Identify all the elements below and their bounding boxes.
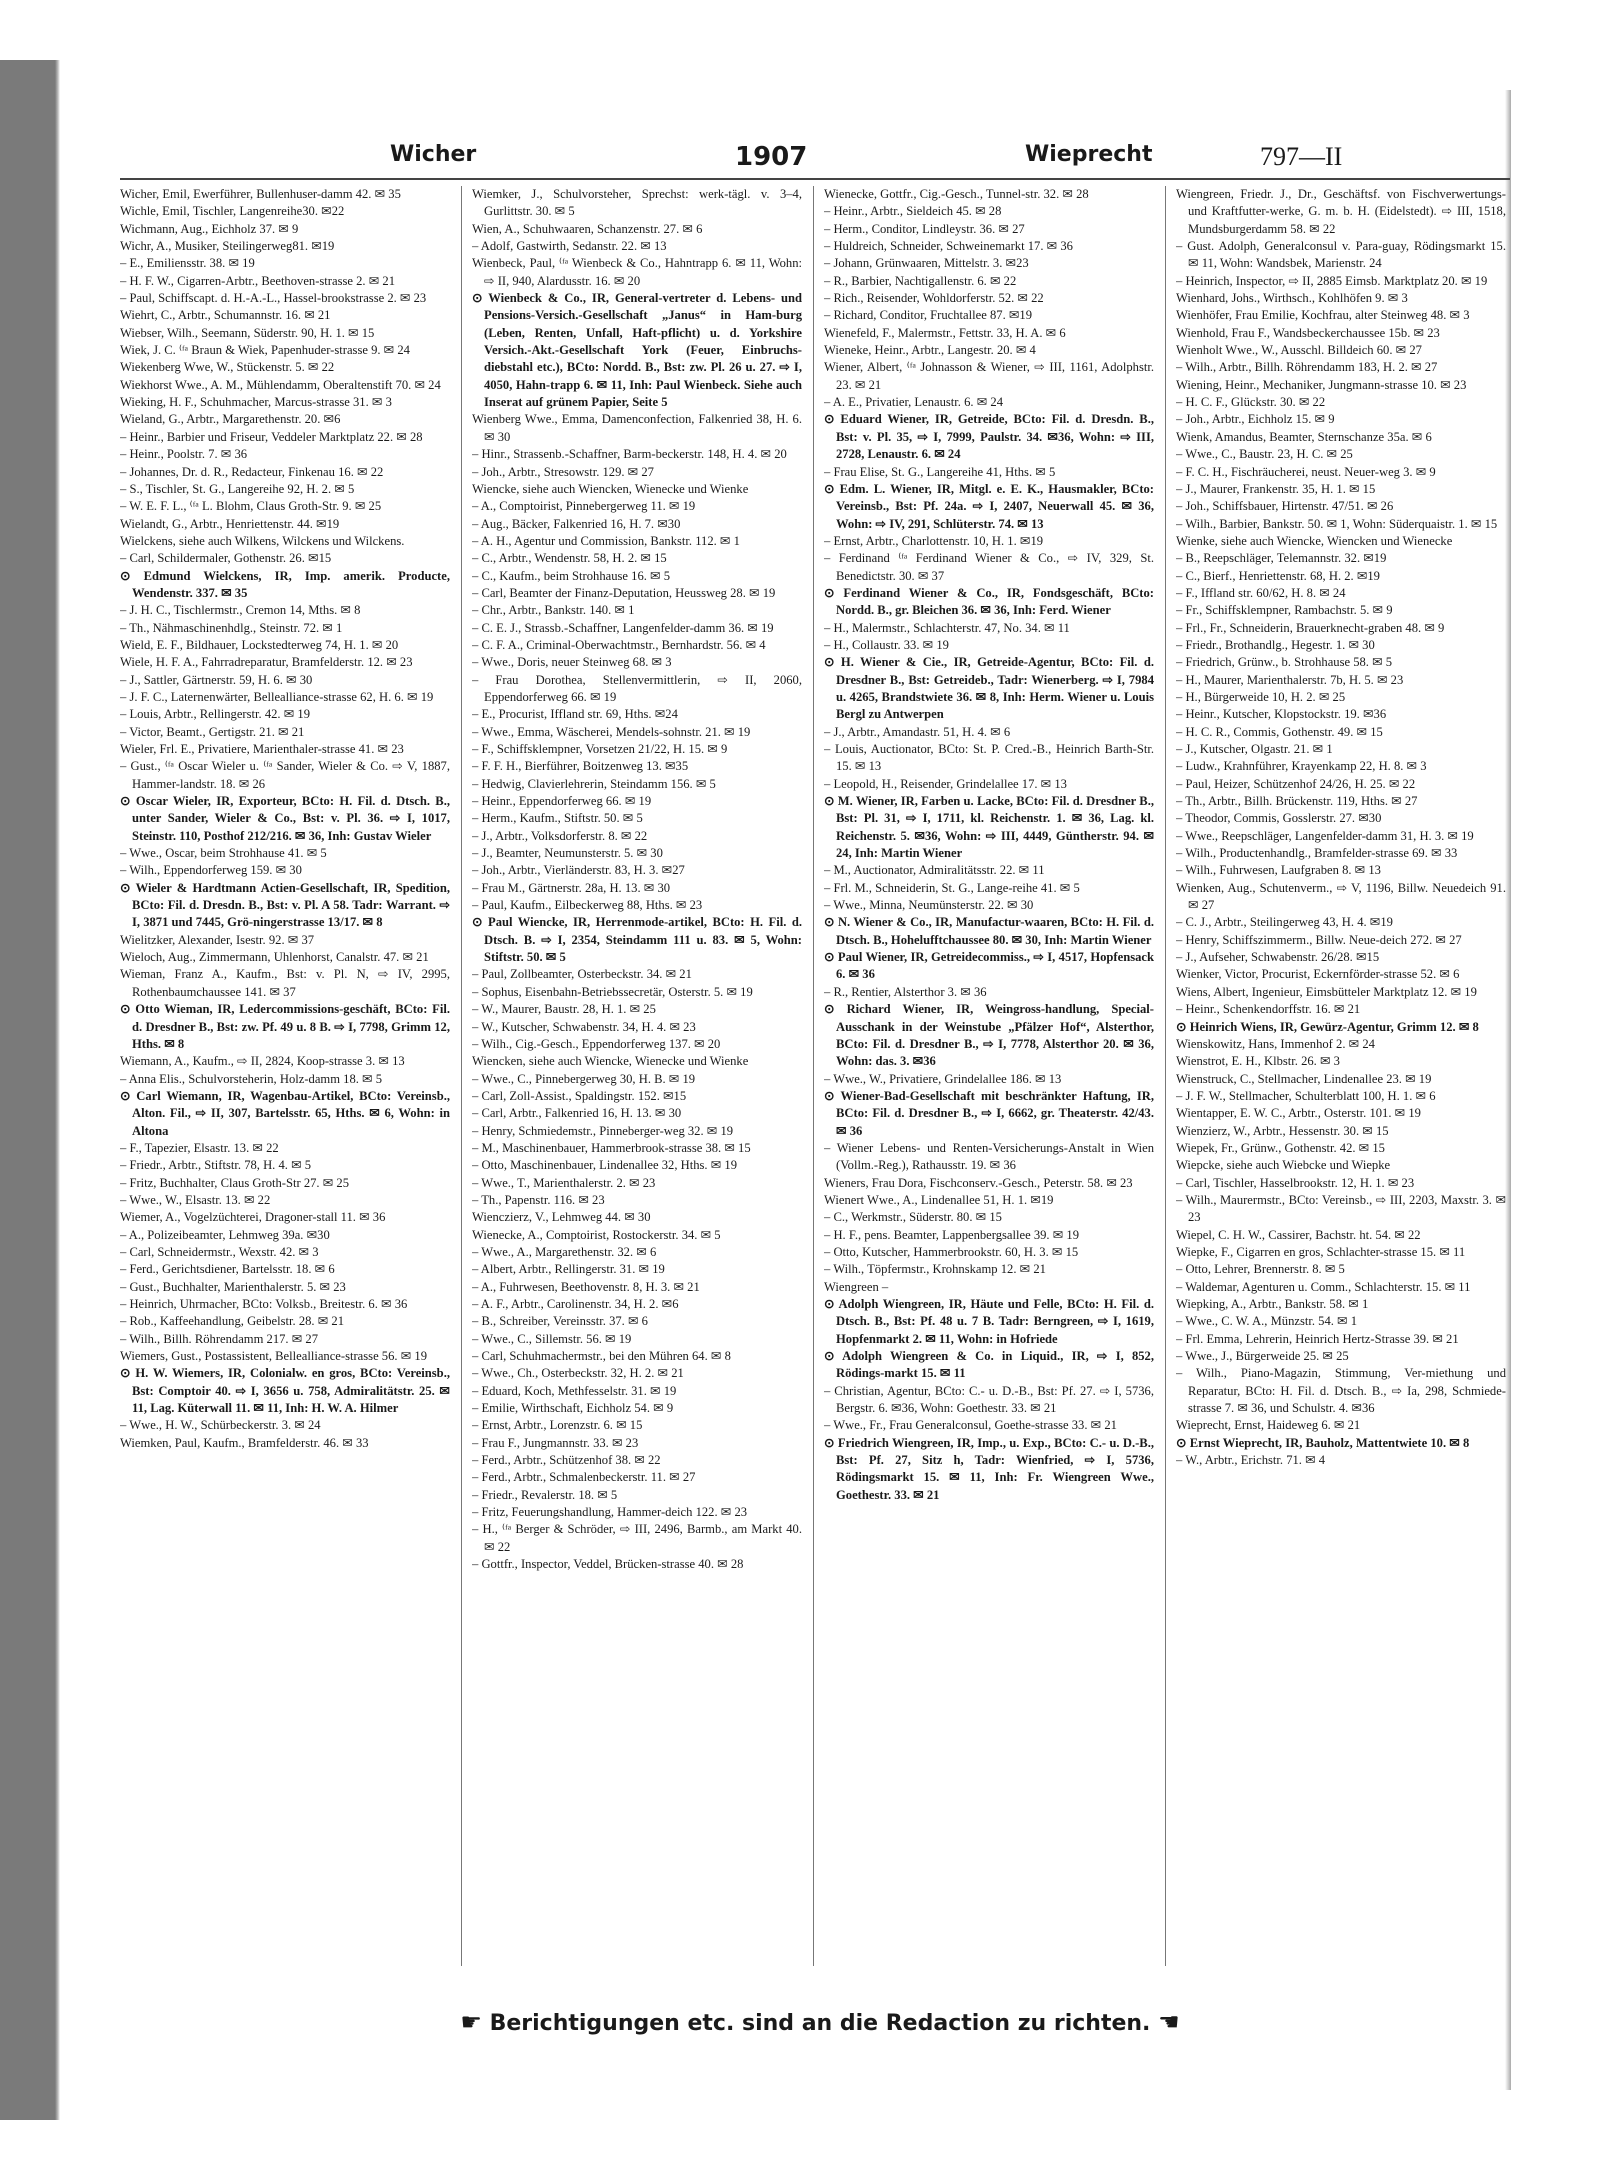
- directory-entry: – Theodor, Commis, Gosslerstr. 27. ✉30: [1176, 811, 1382, 826]
- directory-entry: – H. C. R., Commis, Gothenstr. 49. ✉ 15: [1176, 724, 1383, 739]
- directory-entry: – Huldreich, Schneider, Schweinemarkt 17. ✉ 36: [824, 239, 1073, 254]
- directory-entry: – S., Tischler, St. G., Langereihe 92, H. 2. ✉ 5: [120, 481, 355, 496]
- directory-entry: – Johann, Grünwaaren, Mittelstr. 3. ✉23: [824, 256, 1029, 271]
- directory-entry: ⊙ Richard Wiener, IR, Weingross-handlung, Special-Ausschank in der Weinstube „Pfälzer Hof“, Alsterthor, BCto: Fil. d. Dresdner B., ⇨ I, 7778, Alsterthor 20. ✉ 36, Wohn: das. 3. ✉36: [824, 1002, 1154, 1069]
- directory-entry: – Wilh., Barbier, Bankstr. 50. ✉ 1, Wohn: Süderquaistr. 1. ✉ 15: [1176, 516, 1498, 531]
- directory-entry: – Heinr., Kutscher, Klopstockstr. 19. ✉36: [1176, 707, 1387, 722]
- directory-entry: – Emilie, Wirthschaft, Eichholz 54. ✉ 9: [472, 1401, 674, 1416]
- directory-entry: – Carl, Schildermaler, Gothenstr. 26. ✉15: [120, 551, 332, 566]
- directory-entry: ⊙ Adolph Wiengreen, IR, Häute und Felle, BCto: H. Fil. d. Dtsch. B., Bst: Pf. 48 u. 7 B. Tadr: Berngreen, ⇨ I, 1619, Hopfenmarkt 2. ✉ 11, Wohn: in Hofriede: [824, 1297, 1154, 1346]
- directory-entry: – Heinrich, Uhrmacher, BCto: Volksb., Breitestr. 6. ✉ 36: [120, 1297, 408, 1311]
- directory-entry: Wiengreen, Friedr. J., Dr., Geschäftsf. von Fischverwertungs- und Kraftfutter-werke, G. m. b. H. (Eidelstedt). ⇨ III, 1518, Mundsburgerdamm 58. ✉ 22: [1176, 187, 1506, 236]
- header-year: 1907: [735, 142, 808, 172]
- directory-entry: – Albert, Arbtr., Rellingerstr. 31. ✉ 19: [472, 1262, 665, 1277]
- directory-entry: Wichle, Emil, Tischler, Langenreihe30. ✉22: [120, 204, 345, 219]
- directory-entry: ⊙ H. W. Wiemers, IR, Colonialw. en gros, BCto: Vereinsb., Bst: Comptoir 40. ⇨ I, 3656 u. 758, Admiralitätstr. 25. ✉ 11, Lag. Küterwall 11. ✉ 11, Inh: H. W. A. Hilmer: [120, 1366, 450, 1416]
- directory-entry: – Joh., Arbtr., Eichholz 15. ✉ 9: [1176, 412, 1335, 427]
- directory-entry: – Rob., Kaffeehandlung, Geibelstr. 28. ✉ 21: [120, 1314, 345, 1329]
- directory-entry: – Ferd., Arbtr., Schützenhof 38. ✉ 22: [472, 1453, 661, 1468]
- column-4: [1176, 186, 1506, 1996]
- directory-entry: – Friedr., Revalerstr. 18. ✉ 5: [472, 1487, 618, 1502]
- directory-entry: ⊙ Paul Wiencke, IR, Herrenmode-artikel, BCto: H. Fil. d. Dtsch. B. ⇨ I, 2354, Steindamm 111 u. 83. ✉ 5, Wohn: Stiftstr. 50. ✉ 5: [472, 915, 802, 965]
- directory-entry: ⊙ Paul Wiener, IR, Getreidecommiss., ⇨ I, 4517, Hopfensack 6. ✉ 36: [824, 950, 1154, 982]
- directory-entry: – Heinrich, Inspector, ⇨ II, 2885 Eimsb. Marktplatz 20. ✉ 19: [1176, 273, 1488, 288]
- directory-entry: Wienskowitz, Hans, Immenhof 2. ✉ 24: [1176, 1036, 1375, 1051]
- directory-entry: Wieking, H. F., Schuhmacher, Marcus-strasse 31. ✉ 3: [120, 395, 392, 410]
- directory-entry: – W., Maurer, Baustr. 28, H. 1. ✉ 25: [472, 1002, 656, 1017]
- directory-entry: – H., Bürgerweide 10, H. 2. ✉ 25: [1176, 689, 1346, 704]
- directory-entry: – Heinr., Poolstr. 7. ✉ 36: [120, 447, 248, 462]
- directory-entry: – Wwe., Reepschläger, Langenfelder-damm 31, H. 3. ✉ 19: [1176, 828, 1474, 843]
- directory-entry: Wiemer, A., Vogelzüchterei, Dragoner-stall 11. ✉ 36: [120, 1210, 386, 1225]
- directory-entry: – Louis, Auctionator, BCto: St. P. Cred.-B., Heinrich Barth-Str. 15. ✉ 13: [824, 742, 1154, 774]
- directory-entry: – Fritz, Buchhalter, Claus Groth-Str 27. ✉ 25: [120, 1175, 350, 1190]
- directory-entry: Wieprecht, Ernst, Haideweg 6. ✉ 21: [1176, 1418, 1361, 1433]
- directory-entry: Wienzierz, W., Arbtr., Hessenstr. 30. ✉ 15: [1176, 1123, 1389, 1138]
- directory-entry: Wienefeld, F., Malermstr., Fettstr. 33, H. A. ✉ 6: [824, 325, 1066, 340]
- directory-entry: – F., Schiffsklempner, Vorsetzen 21/22, H. 15. ✉ 9: [472, 742, 728, 756]
- directory-entry: – Wwe., Ch., Osterbeckstr. 32, H. 2. ✉ 21: [472, 1366, 684, 1381]
- header-rule: [120, 178, 1510, 180]
- directory-entry: – Aug., Bäcker, Falkenried 16, H. 7. ✉30: [472, 516, 681, 531]
- directory-entry: – Wilh., Productenhandlg., Bramfelder-strasse 69. ✉ 33: [1176, 846, 1458, 861]
- directory-entry: Wieland, G., Arbtr., Margarethenstr. 20. ✉6: [120, 412, 341, 427]
- directory-entry: Wiemers, Gust., Postassistent, Bellealliance-strasse 56. ✉ 19: [120, 1349, 427, 1364]
- directory-entry: Wienstrot, E. H., Klbstr. 26. ✉ 3: [1176, 1054, 1340, 1069]
- directory-entry: – Herm., Kaufm., Stiftstr. 50. ✉ 5: [472, 811, 643, 826]
- directory-entry: Wienhard, Johs., Wirthsch., Kohlhöfen 9. ✉ 3: [1176, 291, 1408, 306]
- directory-entry: Wichmann, Aug., Eichholz 37. ✉ 9: [120, 221, 299, 236]
- directory-entry: – Paul, Heizer, Schützenhof 24/26, H. 25. ✉ 22: [1176, 776, 1416, 791]
- directory-entry: Wiencke, siehe auch Wiencken, Wienecke und Wienke: [472, 481, 749, 496]
- directory-entry: – Waldemar, Agenturen u. Comm., Schlachterstr. 15. ✉ 11: [1176, 1279, 1471, 1294]
- directory-entry: – Wwe., C. W. A., Münzstr. 54. ✉ 1: [1176, 1314, 1358, 1329]
- directory-entry: Wienstruck, C., Stellmacher, Lindenallee 23. ✉ 19: [1176, 1071, 1432, 1086]
- directory-entry: ⊙ N. Wiener & Co., IR, Manufactur-waaren, BCto: H. Fil. d. Dtsch. B., Hohelufftchaussee 80. ✉ 30, Inh: Martin Wiener: [824, 915, 1154, 947]
- directory-entry: Wielitzker, Alexander, Isestr. 92. ✉ 37: [120, 932, 315, 947]
- directory-entry: – Friedr., Brothandlg., Hegestr. 1. ✉ 30: [1176, 637, 1375, 652]
- directory-entry: – Hedwig, Clavierlehrerin, Steindamm 156. ✉ 5: [472, 776, 716, 791]
- directory-entry: – Th., Arbtr., Billh. Brückenstr. 119, Hths. ✉ 27: [1176, 794, 1418, 809]
- directory-entry: Wiekenberg Wwe, W., Stückenstr. 5. ✉ 22: [120, 360, 335, 375]
- directory-entry: – C. F. A., Criminal-Oberwachtmstr., Bernhardstr. 56. ✉ 4: [472, 637, 766, 652]
- directory-entry: Wiepking, A., Arbtr., Bankstr. 58. ✉ 1: [1176, 1297, 1369, 1311]
- directory-entry: – Wwe., W., Elsastr. 13. ✉ 22: [120, 1192, 271, 1207]
- directory-entry: ⊙ Ernst Wieprecht, IR, Bauholz, Mattentwiete 10. ✉ 8: [1176, 1435, 1470, 1450]
- column-1: [120, 186, 450, 1996]
- directory-entry: – Otto, Maschinenbauer, Lindenallee 32, Hths. ✉ 19: [472, 1158, 738, 1173]
- directory-entry: Wienhöfer, Frau Emilie, Kochfrau, alter Steinweg 48. ✉ 3: [1176, 308, 1470, 323]
- directory-entry: – Richard, Conditor, Fruchtallee 87. ✉19: [824, 308, 1033, 323]
- directory-entry: – F. F. H., Bierführer, Boitzenweg 13. ✉35: [472, 759, 689, 774]
- directory-entry: Wientapper, E. W. C., Arbtr., Osterstr. 101. ✉ 19: [1176, 1106, 1421, 1121]
- directory-entry: – C. J., Arbtr., Steilingerweg 43, H. 4. ✉19: [1176, 915, 1393, 930]
- directory-entry: – Ferd., Arbtr., Schmalenbeckerstr. 11. ✉ 27: [472, 1470, 696, 1485]
- directory-entry: Wiepke, F., Cigarren en gros, Schlachter-strasse 15. ✉ 11: [1176, 1244, 1466, 1259]
- directory-entry: ⊙ Edmund Wielckens, IR, Imp. amerik. Producte, Wendenstr. 337. ✉ 35: [120, 568, 450, 600]
- directory-entry: – Frau M., Gärtnerstr. 28a, H. 13. ✉ 30: [472, 880, 671, 895]
- directory-entry: – Ernst, Arbtr., Charlottenstr. 10, H. 1. ✉19: [824, 533, 1044, 548]
- header-last-word: Wieprecht: [1025, 142, 1153, 167]
- directory-entry: – Paul, Kaufm., Eilbeckerweg 88, Hths. ✉ 23: [472, 898, 703, 913]
- pointing-hand-right-icon: ☚: [1158, 2008, 1180, 2036]
- directory-entry: Wienker, Victor, Procurist, Eckernförder-strasse 52. ✉ 6: [1176, 967, 1460, 982]
- directory-entry: Wieloch, Aug., Zimmermann, Uhlenhorst, Canalstr. 47. ✉ 21: [120, 950, 429, 965]
- directory-entry: – Frau Dorothea, Stellenvermittlerin, ⇨ II, 2060, Eppendorferweg 66. ✉ 19: [472, 672, 802, 704]
- directory-entry: Wienhold, Frau F., Wandsbeckerchaussee 15b. ✉ 23: [1176, 325, 1440, 340]
- directory-entry: – Joh., Schiffsbauer, Hirtenstr. 47/51. ✉ 26: [1176, 499, 1394, 514]
- directory-entry: Wienecke, Gottfr., Cig.-Gesch., Tunnel-str. 32. ✉ 28: [824, 187, 1089, 201]
- directory-entry: – Carl, Arbtr., Falkenried 16, H. 13. ✉ 30: [472, 1106, 682, 1121]
- directory-entry: – H. F. W., Cigarren-Arbtr., Beethoven-strasse 2. ✉ 21: [120, 273, 396, 288]
- pointing-hand-left-icon: ☛: [460, 2008, 482, 2036]
- directory-entry: – Otto, Lehrer, Brennerstr. 8. ✉ 5: [1176, 1262, 1345, 1277]
- directory-entry: Wienecke, A., Comptoirist, Rostockerstr. 34. ✉ 5: [472, 1227, 721, 1242]
- directory-entry: Wiencken, siehe auch Wiencke, Wienecke und Wienke: [472, 1054, 749, 1069]
- directory-entry: Wieman, Franz A., Kaufm., Bst: v. Pl. N, ⇨ IV, 2995, Rothenbaumchaussee 141. ✉ 37: [120, 967, 450, 999]
- directory-entry: – B., Schreiber, Vereinsstr. 37. ✉ 6: [472, 1314, 648, 1329]
- directory-entry: – Heinr., Barbier und Friseur, Veddeler Marktplatz 22. ✉ 28: [120, 429, 423, 444]
- directory-entry: – Frl. Emma, Lehrerin, Heinrich Hertz-Strasse 39. ✉ 21: [1176, 1331, 1459, 1346]
- directory-entry: – C., Arbtr., Wendenstr. 58, H. 2. ✉ 15: [472, 551, 667, 566]
- directory-entry: – J., Arbtr., Volksdorferstr. 8. ✉ 22: [472, 828, 648, 843]
- directory-entry: ⊙ Otto Wieman, IR, Ledercommissions-geschäft, BCto: Fil. d. Dresdner B., Bst: zw. Pf. 49 u. 8 B. ⇨ I, 7798, Grimm 12, Hths. ✉ 8: [120, 1002, 450, 1051]
- directory-entry: – J. F. W., Stellmacher, Schulterblatt 100, H. 1. ✉ 6: [1176, 1088, 1436, 1103]
- directory-entry: – J. F. C., Laternenwärter, Bellealliance-strasse 62, H. 6. ✉ 19: [120, 689, 434, 704]
- directory-entry: Wiele, H. F. A., Fahrradreparatur, Bramfelderstr. 12. ✉ 23: [120, 655, 413, 670]
- directory-entry: – Th., Papenstr. 116. ✉ 23: [472, 1192, 605, 1207]
- directory-entry: – Ferd., Gerichtsdiener, Bartelsstr. 18. ✉ 6: [120, 1262, 335, 1277]
- directory-entry: – Wwe., Doris, neuer Steinweg 68. ✉ 3: [472, 655, 672, 670]
- directory-entry: – Christian, Agentur, BCto: C.- u. D.-B., Bst: Pf. 27. ⇨ I, 5736, Bergstr. 6. ✉36, Wohn: Goethestr. 33. ✉ 21: [824, 1383, 1154, 1416]
- directory-entry: Wiebser, Wilh., Seemann, Süderstr. 90, H. 1. ✉ 15: [120, 325, 375, 340]
- directory-entry: – Anna Elis., Schulvorsteherin, Holz-damm 18. ✉ 5: [120, 1071, 383, 1086]
- directory-entry: ⊙ Friedrich Wiengreen, IR, Imp., u. Exp., BCto: C.- u. D.-B., Bst: Pf. 27, Sitz h, Tadr: Wienfried, ⇨ I, 5736, Rödingsmarkt 15. ✉ 11, Inh: Fr. Wiengreen Wwe., Goethestr. 33. ✉ 21: [824, 1435, 1154, 1502]
- directory-entry: – Ferdinand ⁽ᶠᵃ Ferdinand Wiener & Co., ⇨ IV, 329, St. Benedictstr. 30. ✉ 37: [824, 551, 1154, 583]
- directory-entry: – Wwe., Emma, Wäscherei, Mendels-sohnstr. 21. ✉ 19: [472, 724, 751, 739]
- directory-entry: Wicher, Emil, Ewerführer, Bullenhuser-damm 42. ✉ 35: [120, 187, 401, 201]
- directory-entry: – Henry, Schmiedemstr., Pinneberger-weg 32. ✉ 19: [472, 1123, 734, 1138]
- directory-entry: – J. H. C., Tischlermstr., Cremon 14, Mths. ✉ 8: [120, 603, 361, 618]
- footer-notice: [420, 2008, 1220, 2048]
- directory-entry: – Friedr., Arbtr., Stiftstr. 78, H. 4. ✉ 5: [120, 1158, 312, 1173]
- directory-entry: Wienert Wwe., A., Lindenallee 51, H. 1. ✉19: [824, 1192, 1054, 1207]
- directory-entry: – Carl, Zoll-Assist., Spaldingstr. 152. ✉15: [472, 1088, 687, 1103]
- directory-entry: – E., Procurist, Iffland str. 69, Hths. ✉24: [472, 707, 678, 722]
- directory-entry: – Wilh., Maurermstr., BCto: Vereinsb., ⇨ III, 2203, Maxstr. 3. ✉ 23: [1176, 1192, 1506, 1225]
- directory-entry: Wiepek, Fr., Grünw., Gothenstr. 42. ✉ 15: [1176, 1140, 1385, 1155]
- directory-entry: – Heinr., Arbtr., Sieldeich 45. ✉ 28: [824, 204, 1002, 219]
- directory-entry: – Fritz, Feuerungshandlung, Hammer-deich 122. ✉ 23: [472, 1505, 748, 1520]
- directory-entry: ⊙ Wiener-Bad-Gesellschaft mit beschränkter Haftung, IR, BCto: Fil. d. Dresdner B., ⇨ I, 6662, gr. Theaterstr. 42/43. ✉ 36: [824, 1088, 1154, 1138]
- directory-entry: – W. E. F. L., ⁽ᶠᵃ L. Blohm, Claus Groth-Str. 9. ✉ 25: [120, 499, 382, 514]
- directory-entry: Wienczierz, V., Lehmweg 44. ✉ 30: [472, 1210, 651, 1225]
- directory-entry: ⊙ Carl Wiemann, IR, Wagenbau-Artikel, BCto: Vereinsb., Alton. Fil., ⇨ II, 307, Bartelsstr. 65, Hths. ✉ 6, Wohn: in Altona: [120, 1088, 450, 1138]
- directory-entry: – Carl, Beamter der Finanz-Deputation, Heussweg 28. ✉ 19: [472, 585, 776, 600]
- directory-entry: – Frl. M., Schneiderin, St. G., Lange-reihe 41. ✉ 5: [824, 880, 1080, 895]
- directory-entry: Wielckens, siehe auch Wilkens, Wilckens und Wilckens.: [120, 533, 405, 548]
- directory-entry: – Joh., Arbtr., Vierländerstr. 83, H. 3. ✉27: [472, 863, 685, 878]
- directory-entry: – Henry, Schiffszimmerm., Billw. Neue-deich 272. ✉ 27: [1176, 932, 1462, 947]
- directory-entry: – Gust., Buchhalter, Marienthalerstr. 5. ✉ 23: [120, 1279, 346, 1294]
- directory-columns: [120, 186, 1510, 1996]
- directory-entry: Wiemann, A., Kaufm., ⇨ II, 2824, Koop-strasse 3. ✉ 13: [120, 1054, 405, 1069]
- directory-entry: – J., Kutscher, Olgastr. 21. ✉ 1: [1176, 742, 1333, 756]
- directory-entry: – J., Beamter, Neumunsterstr. 5. ✉ 30: [472, 846, 663, 861]
- page-header: [120, 130, 1510, 180]
- binding-edge: [0, 60, 60, 2120]
- directory-entry: ⊙ M. Wiener, IR, Farben u. Lacke, BCto: Fil. d. Dresdner B., Bst: Pl. 31, ⇨ I, 1711, kl. Reichenstr. 1. ✉ 36, Lag. kl. Reichenstr. 5. ✉36, Wohn: ⇨ III, 4449, Güntherstr. 94. ✉ 24, Inh: Martin Wiener: [824, 794, 1154, 861]
- directory-entry: – Eduard, Koch, Methfesselstr. 31. ✉ 19: [472, 1383, 677, 1398]
- directory-entry: ⊙ Ferdinand Wiener & Co., IR, Fondsgeschäft, BCto: Nordd. B., gr. Bleichen 36. ✉ 36, Inh: Ferd. Wiener: [824, 585, 1154, 618]
- directory-entry: Wielandt, G., Arbtr., Henriettenstr. 44. ✉19: [120, 516, 340, 531]
- directory-entry: – A., Comptoirist, Pinnebergerweg 11. ✉ 19: [472, 499, 696, 514]
- directory-entry: – Paul, Schiffscapt. d. H.-A.-L., Hassel-brookstrasse 2. ✉ 23: [120, 291, 427, 306]
- directory-entry: – Heinr., Eppendorferweg 66. ✉ 19: [472, 794, 652, 809]
- directory-entry: – Wwe., T., Marienthalerstr. 2. ✉ 23: [472, 1175, 656, 1190]
- page-number: 797—II: [1260, 142, 1343, 171]
- directory-entry: – Wwe., W., Privatiere, Grindelallee 186. ✉ 13: [824, 1071, 1062, 1086]
- directory-entry: – H. F., pens. Beamter, Lappenbergsallee 39. ✉ 19: [824, 1227, 1080, 1242]
- directory-entry: – Sophus, Eisenbahn-Betriebssecretär, Osterstr. 5. ✉ 19: [472, 984, 753, 999]
- directory-entry: – H. C. F., Glückstr. 30. ✉ 22: [1176, 395, 1326, 410]
- directory-entry: – Louis, Arbtr., Rellingerstr. 42. ✉ 19: [120, 707, 311, 722]
- directory-entry: – Carl, Schneidermstr., Wexstr. 42. ✉ 3: [120, 1244, 319, 1259]
- directory-entry: – Wwe., J., Bürgerweide 25. ✉ 25: [1176, 1349, 1349, 1364]
- directory-entry: – A., Fuhrwesen, Beethovenstr. 8, H. 3. ✉ 21: [472, 1279, 700, 1294]
- directory-entry: – Joh., Arbtr., Stresowstr. 129. ✉ 27: [472, 464, 654, 479]
- directory-entry: – Wwe., Oscar, beim Strohhause 41. ✉ 5: [120, 846, 327, 861]
- directory-entry: – Paul, Zollbeamter, Osterbeckstr. 34. ✉ 21: [472, 967, 692, 982]
- directory-entry: – Adolf, Gastwirth, Sedanstr. 22. ✉ 13: [472, 239, 667, 254]
- directory-entry: Wienk, Amandus, Beamter, Sternschanze 35a. ✉ 6: [1176, 429, 1432, 444]
- directory-entry: – Leopold, H., Reisender, Grindelallee 17. ✉ 13: [824, 776, 1067, 791]
- directory-entry: – Frl., Fr., Schneiderin, Brauerknecht-graben 48. ✉ 9: [1176, 620, 1445, 635]
- directory-page: [120, 120, 1510, 2080]
- directory-entry: – Wilh., Töpfermstr., Krohnskamp 12. ✉ 21: [824, 1262, 1046, 1277]
- directory-entry: Wieners, Frau Dora, Fischconserv.-Gesch., Peterstr. 58. ✉ 23: [824, 1175, 1133, 1190]
- directory-entry: – F., Tapezier, Elsastr. 13. ✉ 22: [120, 1140, 279, 1155]
- directory-entry: – B., Reepschläger, Telemannstr. 32. ✉19: [1176, 551, 1387, 566]
- directory-entry: Wiengreen –: [824, 1279, 889, 1294]
- directory-entry: – H., ⁽ᶠᵃ Berger & Schröder, ⇨ III, 2496, Barmb., am Markt 40. ✉ 22: [472, 1522, 802, 1554]
- directory-entry: – Wwe., A., Margarethenstr. 32. ✉ 6: [472, 1244, 657, 1259]
- directory-entry: – E., Emiliensstr. 38. ✉ 19: [120, 256, 255, 271]
- directory-entry: Wiek, J. C. ⁽ᶠᵃ Braun & Wiek, Papenhuder-strasse 9. ✉ 24: [120, 343, 410, 358]
- directory-entry: ⊙ Oscar Wieler, IR, Exporteur, BCto: H. Fil. d. Dtsch. B., unter Sander, Wieler & Co., Bst: v. Pl. 36. ⇨ I, 1017, Steinstr. 110, Posthof 212/216. ✉ 36, Inh: Gustav Wieler: [120, 794, 450, 843]
- directory-entry: – Wilh., Piano-Magazin, Stimmung, Ver-miethung und Reparatur, BCto: H. Fil. d. Dtsch. B., ⇨ Ia, 298, Schmiede-strasse 7. ✉ 36, und Schulstr. 4. ✉36: [1176, 1366, 1506, 1416]
- directory-entry: – Wilh., Fuhrwesen, Laufgraben 8. ✉ 13: [1176, 863, 1381, 878]
- directory-entry: Wield, E. F., Bildhauer, Lockstedterweg 74, H. 1. ✉ 20: [120, 637, 399, 652]
- directory-entry: – Wilh., Cig.-Gesch., Eppendorferweg 137. ✉ 20: [472, 1036, 721, 1051]
- directory-entry: Wienke, siehe auch Wiencke, Wiencken und Wienecke: [1176, 533, 1453, 548]
- directory-entry: – M., Maschinenbauer, Hammerbrook-strasse 38. ✉ 15: [472, 1140, 751, 1155]
- directory-entry: Wienken, Aug., Schutenverm., ⇨ V, 1196, Billw. Neuedeich 91. ✉ 27: [1176, 880, 1506, 913]
- directory-entry: – Wwe., Minna, Neumünsterstr. 22. ✉ 30: [824, 898, 1034, 913]
- directory-entry: Wiens, Albert, Ingenieur, Eimsbütteler Marktplatz 12. ✉ 19: [1176, 984, 1477, 999]
- directory-entry: ⊙ Wieler & Hardtmann Actien-Gesellschaft, IR, Spedition, BCto: Fil. d. Dresdn. B., Bst: v. Pl. A 58. Tadr: Warrant. ⇨ I, 3871 und 7445, Grö-ningerstrasse 13/17. ✉ 8: [120, 880, 450, 930]
- directory-entry: – C., Werkmstr., Süderstr. 80. ✉ 15: [824, 1210, 1002, 1225]
- directory-entry: Wiepel, C. H. W., Cassirer, Bachstr. ht. 54. ✉ 22: [1176, 1227, 1421, 1242]
- column-3: [824, 186, 1154, 1996]
- directory-entry: – Rich., Reisender, Wohldorferstr. 52. ✉ 22: [824, 291, 1044, 306]
- directory-entry: ⊙ Heinrich Wiens, IR, Gewürz-Agentur, Grimm 12. ✉ 8: [1176, 1019, 1479, 1034]
- directory-entry: – Johannes, Dr. d. R., Redacteur, Finkenau 16. ✉ 22: [120, 464, 384, 479]
- directory-entry: ⊙ Wienbeck & Co., IR, General-vertreter d. Lebens- und Pensions-Versich.-Gesellschaft „Janus“ in Ham-burg (Leben, Renten, Unfall, Haft-pflicht) u. d. Yorkshire Versich.-Akt.-Gesellschaft York (Feuer, Einbruchs-diebstahl etc.), BCto: Nordd. B., Bst: zw. Pl. 26 u. 27. ⇨ I, 4050, Hahn-trapp 6. ✉ 11, Inh: Paul Wienbeck. Siehe auch Inserat auf grünem Papier, Seite 5: [472, 291, 802, 410]
- directory-entry: – Wwe., Fr., Frau Generalconsul, Goethe-strasse 33. ✉ 21: [824, 1418, 1117, 1433]
- directory-entry: – J., Aufseher, Schwabenstr. 26/28. ✉15: [1176, 950, 1380, 965]
- directory-entry: Wiener, Albert, ⁽ᶠᵃ Johnasson & Wiener, ⇨ III, 1161, Adolphstr. 23. ✉ 21: [824, 360, 1154, 392]
- header-first-word: Wicher: [390, 142, 477, 167]
- directory-entry: – Ernst, Arbtr., Lorenzstr. 6. ✉ 15: [472, 1418, 643, 1433]
- directory-entry: – M., Auctionator, Admiralitätsstr. 22. ✉ 11: [824, 863, 1045, 878]
- directory-entry: Wienholt Wwe., W., Ausschl. Billdeich 60. ✉ 27: [1176, 343, 1422, 358]
- directory-entry: Wien, A., Schuhwaaren, Schanzenstr. 27. ✉ 6: [472, 221, 703, 236]
- directory-entry: – J., Maurer, Frankenstr. 35, H. 1. ✉ 15: [1176, 481, 1376, 496]
- directory-entry: – W., Kutscher, Schwabenstr. 34, H. 4. ✉ 23: [472, 1019, 696, 1034]
- directory-entry: – Heinr., Schenkendorffstr. 16. ✉ 21: [1176, 1002, 1361, 1017]
- directory-entry: – Herm., Conditor, Lindleystr. 36. ✉ 27: [824, 221, 1025, 236]
- directory-entry: – Ludw., Krahnführer, Krayenkamp 22, H. 8. ✉ 3: [1176, 759, 1427, 774]
- footer-text: Berichtigungen etc. sind an die Redaction zu richten.: [489, 2011, 1151, 2036]
- column-2: [472, 186, 802, 1996]
- directory-entry: – H., Malermstr., Schlachterstr. 47, No. 34. ✉ 11: [824, 620, 1070, 635]
- directory-entry: – Chr., Arbtr., Bankstr. 140. ✉ 1: [472, 603, 635, 618]
- directory-entry: – J., Sattler, Gärtnerstr. 59, H. 6. ✉ 30: [120, 672, 313, 687]
- directory-entry: – J., Arbtr., Amandastr. 51, H. 4. ✉ 6: [824, 724, 1011, 739]
- directory-entry: – H., Maurer, Marienthalerstr. 7b, H. 5. ✉ 23: [1176, 672, 1404, 687]
- directory-entry: Wiening, Heinr., Mechaniker, Jungmann-strasse 10. ✉ 23: [1176, 377, 1467, 392]
- directory-entry: – Otto, Kutscher, Hammerbrookstr. 60, H. 3. ✉ 15: [824, 1244, 1079, 1259]
- directory-entry: – C. E. J., Strassb.-Schaffner, Langenfelder-damm 36. ✉ 19: [472, 620, 774, 635]
- directory-entry: – H., Collaustr. 33. ✉ 19: [824, 637, 949, 652]
- directory-entry: – C., Bierf., Henriettenstr. 68, H. 2. ✉19: [1176, 568, 1380, 583]
- directory-entry: – Wiener Lebens- und Renten-Versicherungs-Anstalt in Wien (Vollm.-Reg.), Rathausstr. 19. ✉ 36: [824, 1140, 1154, 1173]
- directory-entry: Wienberg Wwe., Emma, Damenconfection, Falkenried 38, H. 6. ✉ 30: [472, 412, 802, 444]
- directory-entry: – Wwe., H. W., Schürbeckerstr. 3. ✉ 24: [120, 1418, 321, 1433]
- directory-entry: Wienbeck, Paul, ⁽ᶠᵃ Wienbeck & Co., Hahntrapp 6. ✉ 11, Wohn: ⇨ II, 940, Alardusstr. 16. ✉ 20: [472, 256, 802, 288]
- directory-entry: – Th., Nähmaschinenhdlg., Steinstr. 72. ✉ 1: [120, 620, 343, 635]
- directory-entry: – R., Barbier, Nachtigallenstr. 6. ✉ 22: [824, 273, 1017, 288]
- directory-entry: ⊙ Eduard Wiener, IR, Getreide, BCto: Fil. d. Dresdn. B., Bst: v. Pl. 35, ⇨ I, 7999, Paulstr. 34. ✉36, Wohn: ⇨ III, 2728, Lenaustr. 6. ✉ 24: [824, 412, 1154, 462]
- directory-entry: – Gottfr., Inspector, Veddel, Brücken-strasse 40. ✉ 28: [472, 1557, 744, 1572]
- directory-entry: – Wwe., C., Sillemstr. 56. ✉ 19: [472, 1331, 632, 1346]
- directory-entry: – Carl, Tischler, Hasselbrookstr. 12, H. 1. ✉ 23: [1176, 1175, 1415, 1190]
- directory-entry: Wiemken, Paul, Kaufm., Bramfelderstr. 46. ✉ 33: [120, 1435, 369, 1450]
- directory-entry: – F. C. H., Fischräucherei, neust. Neuer-weg 3. ✉ 9: [1176, 464, 1436, 479]
- directory-entry: – Friedrich, Grünw., b. Strohhause 58. ✉ 5: [1176, 655, 1393, 670]
- directory-entry: Wiemker, J., Schulvorsteher, Sprechst: werk-tägl. v. 3–4, Gurlittstr. 30. ✉ 5: [472, 187, 802, 219]
- directory-entry: Wiepcke, siehe auch Wiebcke und Wiepke: [1176, 1158, 1391, 1173]
- directory-entry: – Wwe., C., Pinnebergerweg 30, H. B. ✉ 19: [472, 1071, 696, 1086]
- directory-entry: Wichr, A., Musiker, Steilingerweg81. ✉19: [120, 239, 335, 254]
- directory-entry: – F., Iffland str. 60/62, H. 8. ✉ 24: [1176, 585, 1346, 600]
- directory-entry: Wiekhorst Wwe., A. M., Mühlendamm, Oberaltenstift 70. ✉ 24: [120, 377, 441, 392]
- directory-entry: – A. H., Agentur und Commission, Bankstr. 112. ✉ 1: [472, 533, 740, 548]
- directory-entry: – Wwe., C., Baustr. 23, H. C. ✉ 25: [1176, 447, 1353, 462]
- directory-entry: – R., Rentier, Alsterthor 3. ✉ 36: [824, 984, 987, 999]
- directory-entry: – Wilh., Arbtr., Billh. Röhrendamm 183, H. 2. ✉ 27: [1176, 360, 1438, 375]
- directory-entry: – Frau F., Jungmannstr. 33. ✉ 23: [472, 1435, 639, 1450]
- directory-entry: – W., Arbtr., Erichstr. 71. ✉ 4: [1176, 1453, 1326, 1468]
- directory-entry: – A. E., Privatier, Lenaustr. 6. ✉ 24: [824, 395, 1003, 410]
- directory-entry: – Hinr., Strassenb.-Schaffner, Barm-beckerstr. 148, H. 4. ✉ 20: [472, 447, 787, 462]
- directory-entry: – C., Kaufm., beim Strohhause 16. ✉ 5: [472, 568, 671, 583]
- directory-entry: Wieler, Frl. E., Privatiere, Marienthaler-strasse 41. ✉ 23: [120, 742, 404, 756]
- directory-entry: – A. F., Arbtr., Carolinenstr. 34, H. 2. ✉6: [472, 1297, 679, 1311]
- directory-entry: ⊙ H. Wiener & Cie., IR, Getreide-Agentur, BCto: Fil. d. Dresdner B., Bst: Getreideb., Tadr: Wienerberg. ⇨ I, 7984 u. 4265, Brandstwiete 36. ✉ 8, Inh: Herm. Wiener u. Louis Bergl zu Antwerpen: [824, 655, 1154, 722]
- directory-entry: – Fr., Schiffsklempner, Rambachstr. 5. ✉ 9: [1176, 603, 1393, 618]
- directory-entry: Wieneke, Heinr., Arbtr., Langestr. 20. ✉ 4: [824, 343, 1036, 358]
- directory-entry: – Victor, Beamt., Gertigstr. 21. ✉ 21: [120, 724, 305, 739]
- directory-entry: – A., Polizeibeamter, Lehmweg 39a. ✉30: [120, 1227, 330, 1242]
- directory-entry: – Carl, Schuhmachermstr., bei den Mühren 64. ✉ 8: [472, 1349, 731, 1364]
- directory-entry: Wiehrt, C., Arbtr., Schumannstr. 16. ✉ 21: [120, 308, 331, 323]
- directory-entry: – Gust. Adolph, Generalconsul v. Para-guay, Rödingsmarkt 15. ✉ 11, Wohn: Wandsbek, Marienstr. 24: [1176, 239, 1506, 271]
- directory-entry: ⊙ Adolph Wiengreen & Co. in Liquid., IR, ⇨ I, 852, Rödings-markt 15. ✉ 11: [824, 1349, 1154, 1381]
- directory-entry: – Wilh., Eppendorferweg 159. ✉ 30: [120, 863, 302, 878]
- directory-entry: ⊙ Edm. L. Wiener, IR, Mitgl. e. E. K., Hausmakler, BCto: Vereinsb., Bst: Pf. 24a. ⇨ I, 2407, Neuerwall 45. ✉ 36, Wohn: ⇨ IV, 291, Schlüterstr. 74. ✉ 13: [824, 481, 1154, 531]
- directory-entry: – Wilh., Billh. Röhrendamm 217. ✉ 27: [120, 1331, 319, 1346]
- directory-entry: – Gust., ⁽ᶠᵃ Oscar Wieler u. ⁽ᶠᵃ Sander, Wieler & Co. ⇨ V, 1887, Hammer-landstr. 18. ✉ 26: [120, 759, 450, 791]
- directory-entry: – Frau Elise, St. G., Langereihe 41, Hths. ✉ 5: [824, 464, 1056, 479]
